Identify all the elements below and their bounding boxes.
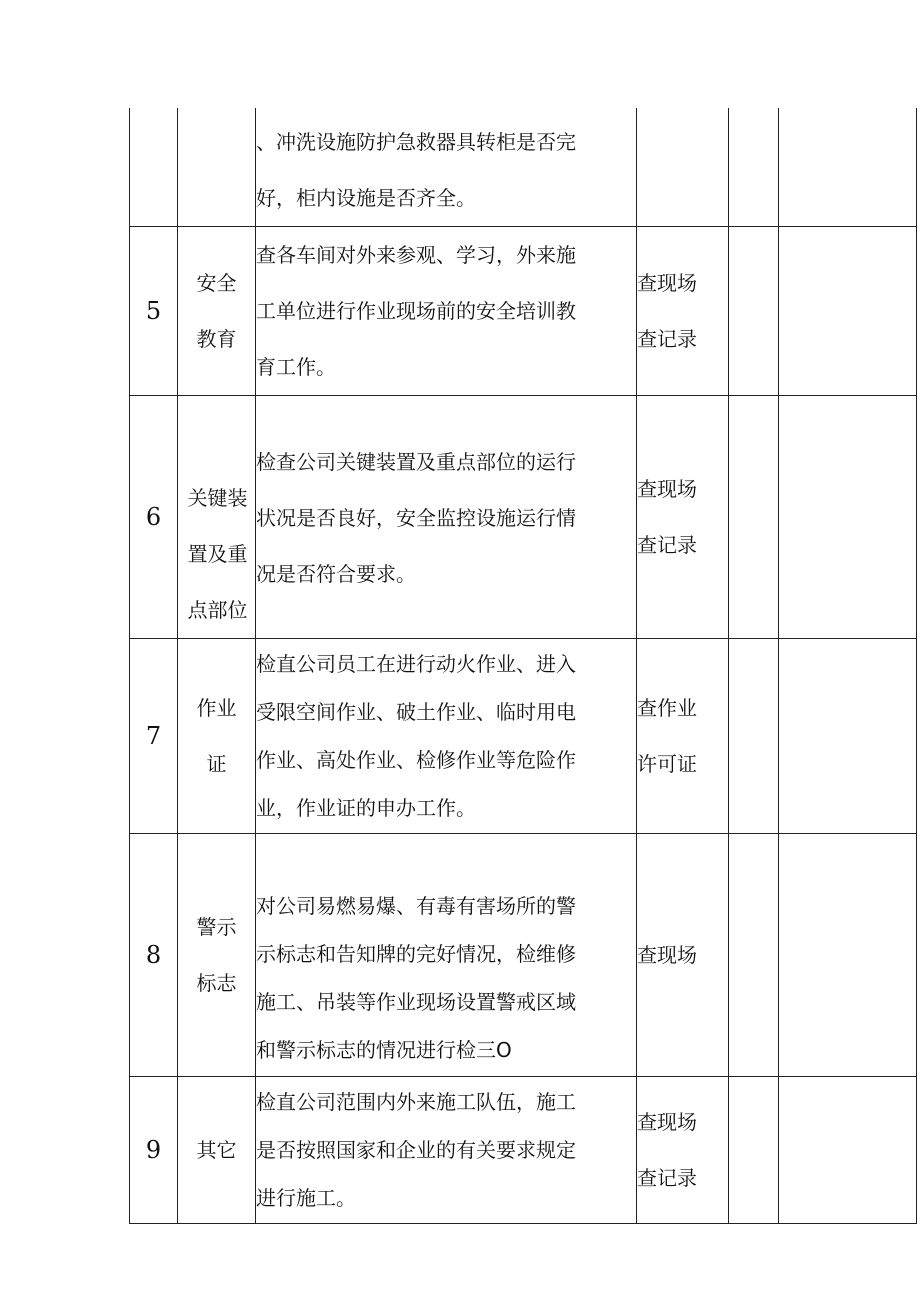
content-line: 检直公司员工在进行动火作业、进入 [256, 652, 576, 676]
row-number [130, 108, 178, 227]
item-line: 点部位 [187, 598, 248, 622]
row-content [256, 1077, 637, 1224]
item-line: 安全 [196, 271, 237, 295]
row-remark [779, 227, 917, 396]
row-content [256, 396, 637, 639]
row-method [637, 108, 729, 227]
inspection-table [129, 108, 917, 1224]
content-line: 查各车间对外来参观、学习，外来施 [256, 243, 576, 267]
row-number: 7 [130, 639, 178, 834]
row-result [729, 1077, 779, 1224]
content-line: 工单位进行作业现场前的安全培训教 [256, 299, 576, 323]
row-remark [779, 1077, 917, 1224]
row-method [637, 396, 729, 639]
content-line: 育工作。 [256, 355, 336, 379]
row-result [729, 396, 779, 639]
table-row [130, 108, 917, 227]
item-line: 作业 [196, 696, 237, 720]
content-line: 检直公司范围内外来施工队伍，施工 [256, 1090, 576, 1114]
row-number: 5 [130, 227, 178, 396]
row-result [729, 834, 779, 1077]
item-line: 关键装 [187, 486, 248, 510]
row-method [637, 639, 729, 834]
row-item [178, 396, 256, 639]
row-remark [779, 639, 917, 834]
content-line: 况是否符合要求。 [256, 562, 416, 586]
method-line: 查现场 [637, 477, 697, 501]
content-line: 对公司易燃易爆、有毒有害场所的警 [256, 894, 576, 918]
content-line: 检查公司关键装置及重点部位的运行 [256, 450, 576, 474]
content-line: 和警示标志的情况进行检三O [256, 1038, 512, 1062]
row-content [256, 227, 637, 396]
row-content [256, 834, 637, 1077]
method-line: 查作业 [637, 696, 697, 720]
row-content [256, 639, 637, 834]
method-line: 查现场 [637, 271, 697, 295]
method-line: 查记录 [637, 1166, 697, 1190]
row-number: 8 [130, 834, 178, 1077]
content-line: 、冲洗设施防护急救器具转柜是否完 [256, 130, 576, 154]
row-content [256, 108, 637, 227]
row-method [637, 834, 729, 1077]
content-line: 施工、吊装等作业现场设置警戒区域 [256, 990, 576, 1014]
method-line: 查记录 [637, 327, 697, 351]
table-row [130, 639, 917, 834]
item-line: 证 [206, 752, 227, 776]
method-line: 查现场 [637, 1110, 697, 1134]
method-line: 查现场 [637, 943, 697, 967]
row-item [178, 108, 256, 227]
item-line: 置及重 [187, 542, 248, 566]
item-line: 标志 [196, 971, 237, 995]
row-remark [779, 108, 917, 227]
table-row [130, 1077, 917, 1224]
table-row [130, 227, 917, 396]
item-line: 教育 [196, 327, 237, 351]
checklist-sheet [129, 108, 916, 1224]
table-row [130, 396, 917, 639]
content-line: 好，柜内设施是否齐全。 [256, 186, 476, 210]
item-line: 警示 [196, 915, 237, 939]
row-item [178, 639, 256, 834]
content-line: 示标志和告知牌的完好情况，检维修 [256, 942, 576, 966]
content-line: 进行施工。 [256, 1186, 356, 1210]
row-remark [779, 834, 917, 1077]
method-line: 许可证 [637, 752, 697, 776]
row-item [178, 1077, 256, 1224]
content-line: 受限空间作业、破土作业、临时用电 [256, 700, 576, 724]
row-result [729, 108, 779, 227]
row-result [729, 639, 779, 834]
content-line: 业，作业证的申办工作。 [256, 796, 476, 820]
row-result [729, 227, 779, 396]
row-number: 6 [130, 396, 178, 639]
row-item [178, 227, 256, 396]
content-line: 状况是否良好，安全监控设施运行情 [256, 506, 576, 530]
table-row [130, 834, 917, 1077]
content-line: 作业、高处作业、检修作业等危险作 [256, 748, 576, 772]
row-method [637, 1077, 729, 1224]
row-number: 9 [130, 1077, 178, 1224]
row-remark [779, 396, 917, 639]
item-line: 其它 [196, 1138, 237, 1162]
method-line: 查记录 [637, 533, 697, 557]
row-method [637, 227, 729, 396]
content-line: 是否按照国家和企业的有关要求规定 [256, 1138, 576, 1162]
row-item [178, 834, 256, 1077]
